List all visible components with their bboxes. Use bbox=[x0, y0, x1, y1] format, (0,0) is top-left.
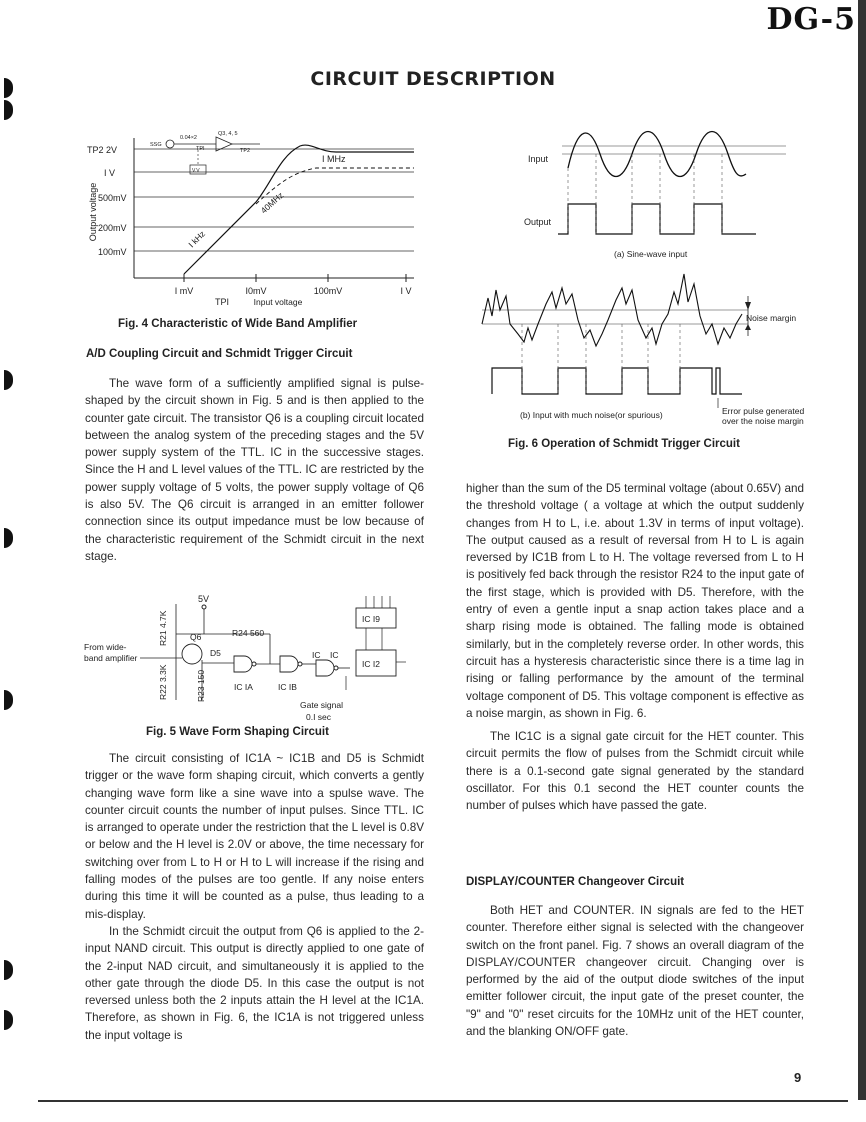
fig5-label: IC I9 bbox=[362, 614, 380, 624]
punch-hole bbox=[4, 1010, 13, 1030]
section-display-text: Both HET and COUNTER. IN signals are fed to the HET counter. Therefore either signal is selected with the changeover switch on the front panel. Fig. 7 shows an overall diagram of the DISPLAY/COUNTER changeover circuit. Changing over is performed by the aid of the output diode switches of the input emitter follower circuit, the input gate of the preset counter, the "9" and "0" reset circuits for the 10MHz unit of the HET counter, and the blanking ON/OFF gate. bbox=[466, 904, 804, 1039]
punch-hole bbox=[4, 100, 13, 120]
fig4-ylabel: Output voltage bbox=[88, 182, 98, 242]
fig5-label: R22 3.3K bbox=[158, 664, 168, 700]
fig4-xtick: I V bbox=[400, 286, 412, 296]
fig5-label: From wide- bbox=[84, 642, 127, 652]
fig4-ytick: 100mV bbox=[98, 247, 127, 257]
fig6-sub-b: (b) Input with much noise(or spurious) bbox=[520, 410, 663, 420]
fig6-caption: Fig. 6 Operation of Schmidt Trigger Circuit bbox=[508, 438, 740, 450]
fig6-input-label: Input bbox=[528, 154, 549, 164]
fig6-noise-margin: Noise margin bbox=[746, 313, 797, 323]
fig4-curve-label: 40MHz bbox=[258, 190, 286, 216]
fig6-error-pulse: Error pulse generated bbox=[722, 406, 805, 416]
fig5-label: R21 4.7K bbox=[158, 610, 168, 646]
fig4-xlabel-tp: TPI bbox=[214, 297, 230, 307]
punch-hole bbox=[4, 690, 13, 710]
fig6-output-label: Output bbox=[524, 217, 552, 227]
col1-text: The circuit consisting of IC1A ~ IC1B and D5 is Schmidt trigger or the wave form shaping circuit, which converts a gently changing wave form like a sine wave into a spulse wave. The counter circuit counts the number of input pulses. Since TTL. IC is arranged to operate under the restriction that the L level is 0.8V or below and the H level is 2.0V or above, the time necessary for switching over from L to H or H to L will increase if the rising and falling modes of the pulses are too gentle. If any noise enters during this time it will be counted as a pulse, thus leading to a mis-display. In the Schmidt circuit the output from Q6 is applied to the 2-input NAND circuit. This output is directly applied to one gate of the 2-input NAD circuit, and simultaneously it is applied to the other gate through the diode D5. In this case the output is not reversed unless both the 2 inputs attain the H level at the IC1A. Therefore, as shown in Fig. 6, the IC1A is not triggered unless the input voltage is bbox=[85, 752, 424, 1042]
fig5-label: R23 150 bbox=[196, 669, 206, 702]
punch-hole bbox=[4, 528, 13, 548]
fig4-xtick: I0mV bbox=[245, 286, 267, 296]
section-ad-heading: A/D Coupling Circuit and Schmidt Trigger Circuit bbox=[86, 348, 353, 360]
fig5-label: IC bbox=[312, 650, 321, 660]
fig4-graph bbox=[84, 124, 424, 310]
fig4-xtick: 100mV bbox=[313, 286, 343, 296]
fig4-xlabel: Input voltage bbox=[253, 297, 303, 307]
fig5-label: Q6 bbox=[190, 632, 202, 642]
fig4-ytick: 500mV bbox=[98, 193, 127, 203]
fig6-error-pulse: over the noise margin bbox=[722, 416, 804, 426]
col2-text: higher than the sum of the D5 terminal voltage (about 0.65V) and the threshold voltage ( a voltage at which the output suddenly changes from H to L, i.e. about 1.3V in terms of input voltage). The output caused as a result of reversal from H to L is again reversed by IC1B from L to H. The voltage reversed from L to H is positively fed back through the resistor R24 to the input gate of the first stage, which is provided with D5. Therefore, with the entry of even a gentle input a snap action takes place and a sharp rising mode is obtained. The falling mode is obtained similarly, but in the completely reverse order. In other words, this circuit has a hysteresis characteristic since there is a time lag in rising or falling performance by the amount of the terminal voltage component of D5. This voltage component is effective as a noise margin, as shown in Fig. 6. The IC1C is a signal gate circuit for the HET counter. This circuit permits the flow of pulses from the Schmidt circuit while there is a 0.1-second gate signal generated by the standard oscillator. For this 0.1 second the HET counter counts the number of pulses which have passed the gate. bbox=[466, 482, 804, 813]
fig5-schematic bbox=[84, 590, 424, 722]
fig4-inset-label: TPI bbox=[196, 146, 205, 152]
fig6-square-wave-b bbox=[492, 368, 742, 394]
fig5-label: 0.I sec bbox=[306, 712, 332, 722]
fig4-inset-label: SSG bbox=[150, 142, 162, 148]
fig4-inset-label: 0.04×2 bbox=[180, 135, 197, 141]
punch-hole bbox=[4, 370, 13, 390]
fig4-xtick: I mV bbox=[174, 286, 194, 296]
fig5-label: 5V bbox=[198, 594, 210, 604]
fig5-label: band amplifier bbox=[84, 653, 138, 663]
fig4-inset-label: V.V bbox=[192, 168, 200, 174]
fig4-inset-label: TP2 bbox=[240, 148, 251, 154]
punch-hole bbox=[4, 960, 13, 980]
model-number: DG-5 bbox=[766, 2, 856, 37]
fig5-caption: Fig. 5 Wave Form Shaping Circuit bbox=[146, 726, 329, 738]
fig6-sub-a: (a) Sine-wave input bbox=[614, 249, 688, 259]
fig4-curve-1mhz bbox=[184, 145, 414, 274]
page-edge-bar bbox=[858, 0, 866, 1100]
fig5-label: IC IA bbox=[234, 682, 253, 692]
page-title: CIRCUIT DESCRIPTION bbox=[310, 68, 556, 90]
fig5-label: D5 bbox=[210, 648, 221, 658]
fig6-waveforms bbox=[466, 124, 826, 456]
footer-rule bbox=[38, 1100, 848, 1102]
fig5-label: IC IB bbox=[278, 682, 297, 692]
fig4-caption: Fig. 4 Characteristic of Wide Band Amplifier bbox=[118, 318, 358, 330]
fig4-inset-label: Q3, 4, 5 bbox=[218, 131, 238, 137]
fig5-label: Gate signal bbox=[300, 700, 343, 710]
fig5-label: IC I2 bbox=[362, 659, 380, 669]
page-number: 9 bbox=[794, 1070, 802, 1085]
section-ad-text: The wave form of a sufficiently amplified signal is pulse-shaped by the circuit shown in Fig. 5 and is then applied to the counter gate circuit. The transistor Q6 is a coupling circuit located between the analog system of the preceding stages and the 5V power supply system of the TTL. IC in the successive stages. Since the H and L level values of the TTL. IC are restricted by the power supply voltage of 5 volts, the power supply voltage of Q6 is also 5V. The Q6 circuit is arranged in an emitter follower connection since its output impedance must be low because of the characteristic requirement of the Schmidt circuit in the next stage. bbox=[85, 377, 424, 563]
fig4-ytick: I V bbox=[104, 168, 116, 178]
fig4-curve-label: I kHz bbox=[186, 228, 208, 250]
fig4-ytick: 200mV bbox=[98, 223, 127, 233]
section-display-heading: DISPLAY/COUNTER Changeover Circuit bbox=[466, 876, 685, 888]
fig4-curve-label: I MHz bbox=[322, 154, 346, 164]
fig5-label: R24 560 bbox=[232, 628, 265, 638]
fig5-label: IC bbox=[330, 650, 339, 660]
fig4-ytick: TP2 2V bbox=[87, 145, 118, 155]
fig6-square-wave-a bbox=[558, 204, 756, 234]
